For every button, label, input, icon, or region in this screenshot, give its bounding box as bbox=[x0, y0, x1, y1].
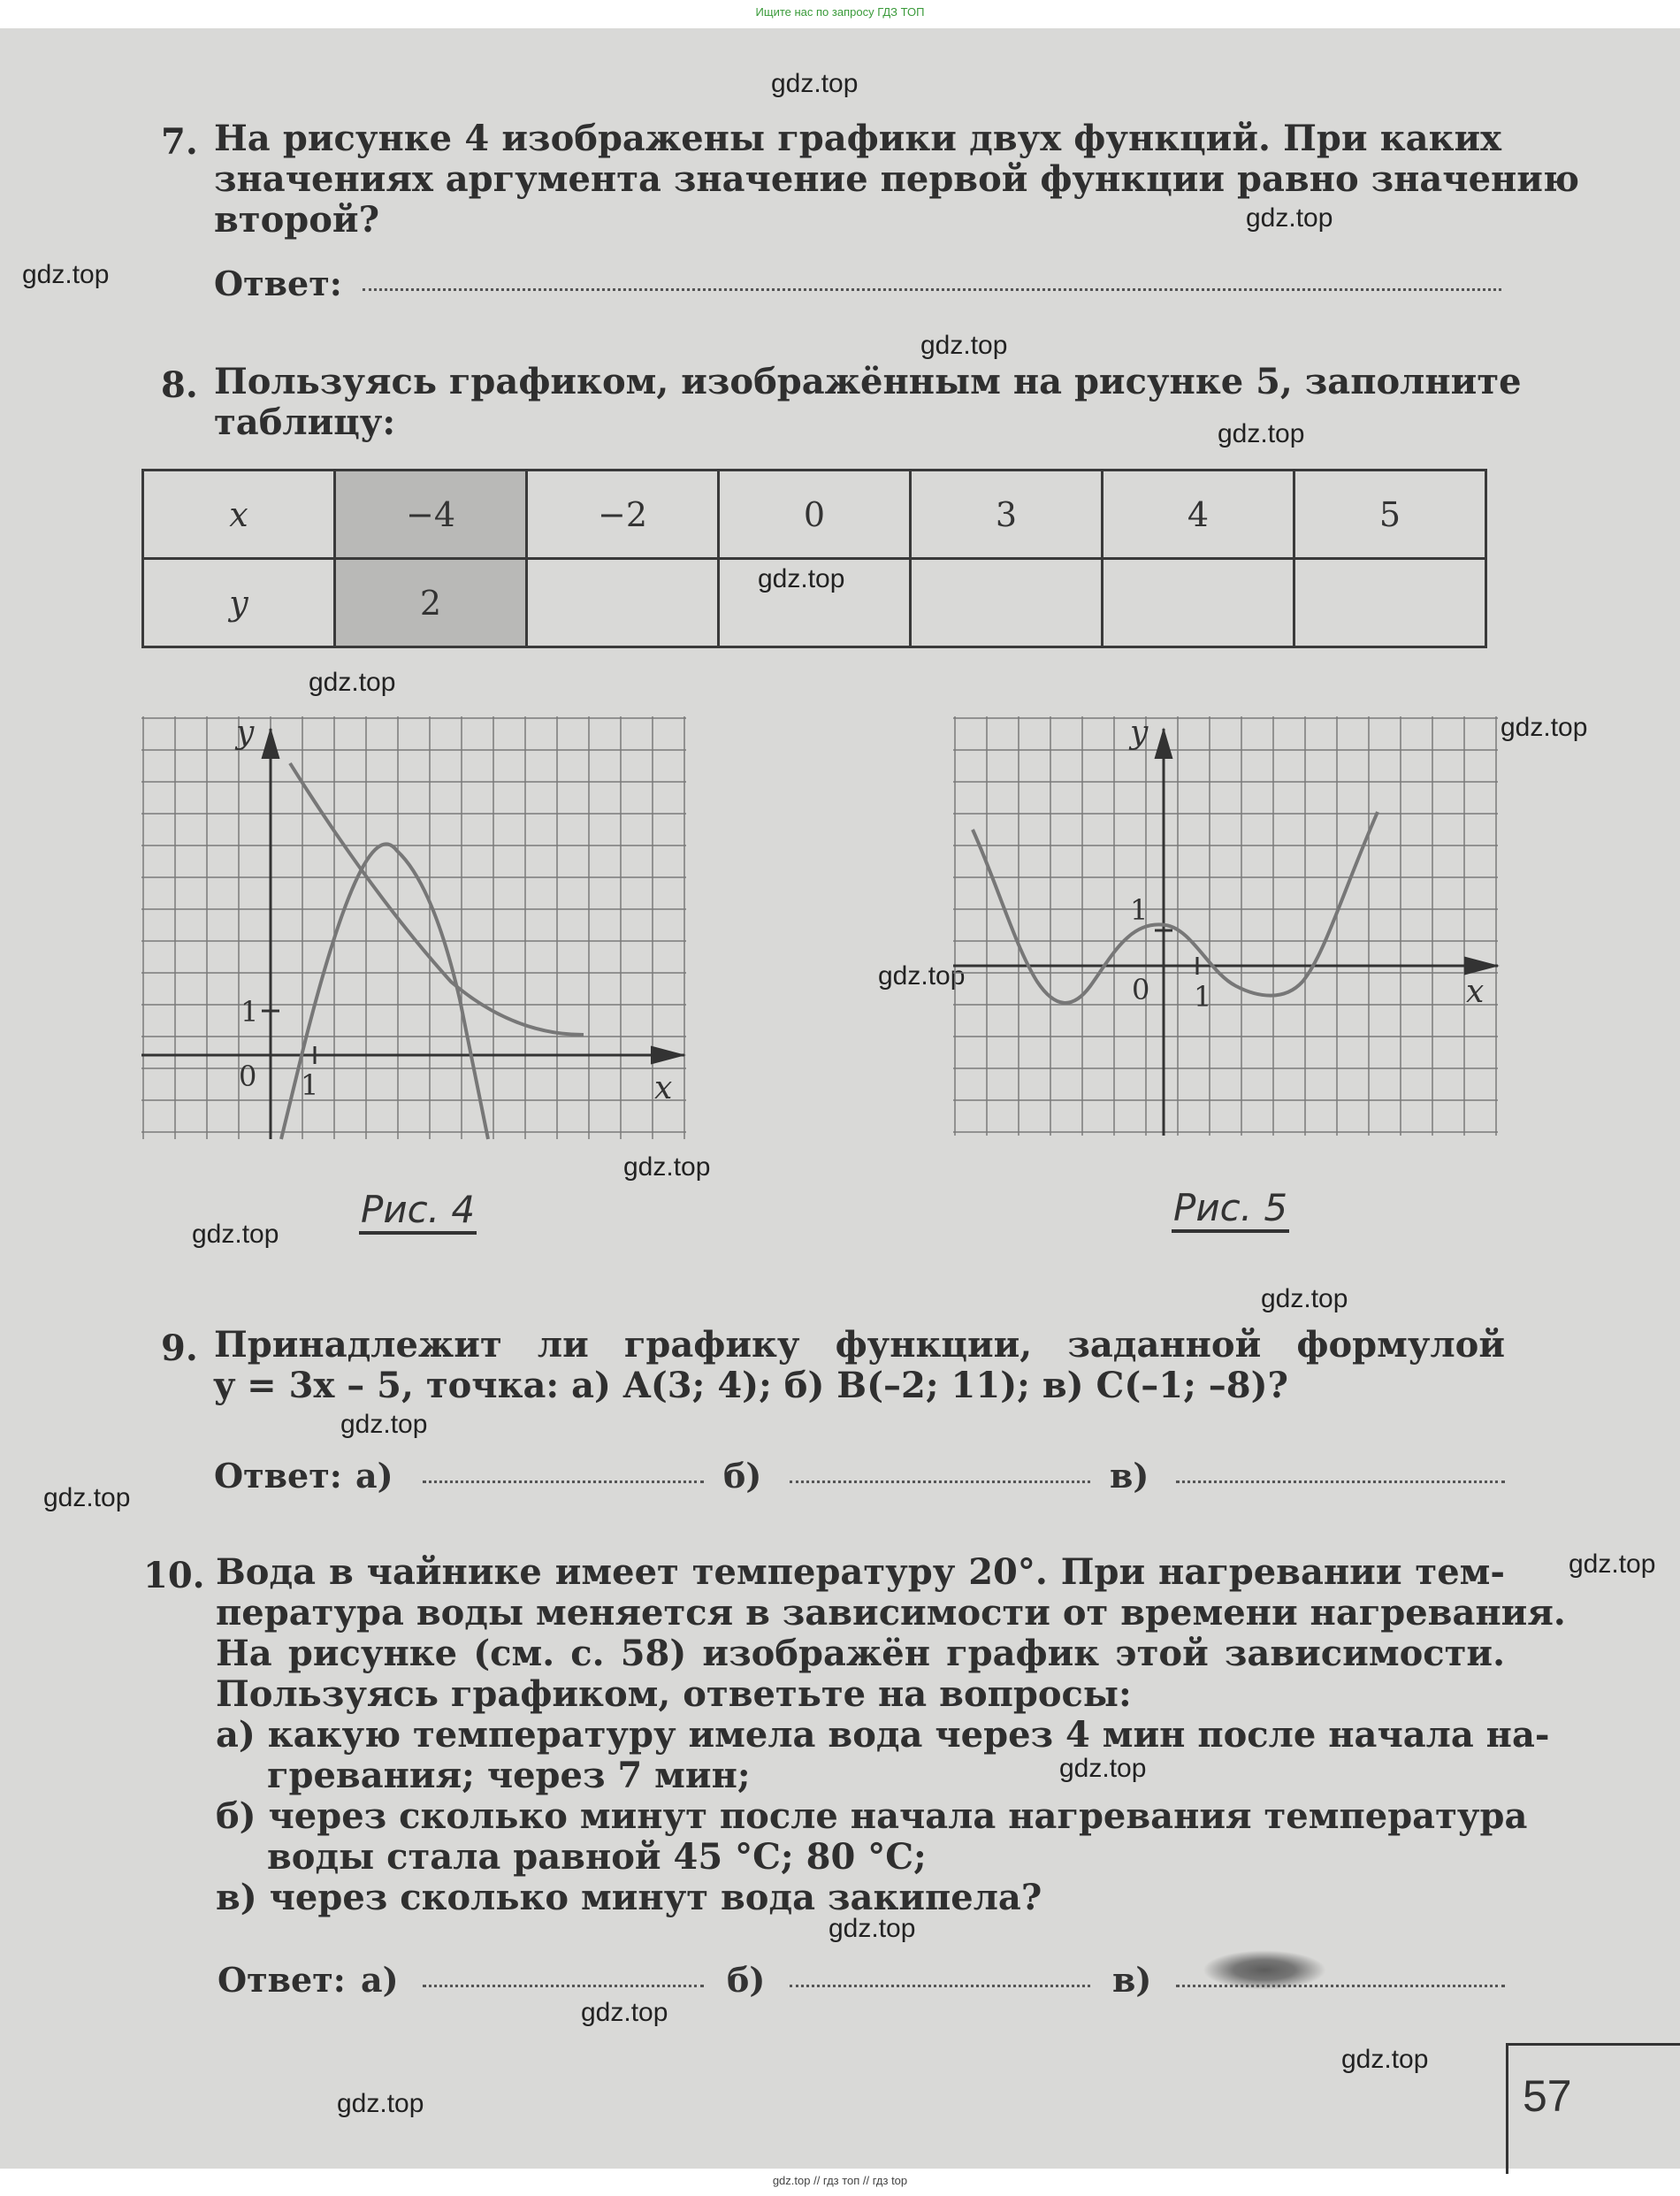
text-line: таблицу: bbox=[214, 402, 396, 443]
table-cell: 3 bbox=[911, 471, 1103, 559]
text-line: второй? bbox=[214, 199, 380, 241]
unit-y-label: 1 bbox=[1130, 893, 1149, 927]
table-cell-input[interactable] bbox=[1294, 559, 1486, 647]
watermark: gdz.top bbox=[1261, 1284, 1348, 1313]
table-cell-input[interactable] bbox=[1103, 559, 1294, 647]
page-number-box bbox=[1506, 2043, 1680, 2174]
watermark: gdz.top bbox=[337, 2089, 424, 2118]
ink-smudge bbox=[1203, 1950, 1326, 1990]
subquestion-b: б) через сколько минут после начала нагревания температура bbox=[216, 1795, 1528, 1837]
answer-part-label: б) bbox=[723, 1456, 762, 1496]
subquestion-c: в) через сколько минут вода закипела? bbox=[216, 1877, 1042, 1918]
text-line: y = 3x – 5, точка: а) A(3; 4); б) B(–2; 11); в) C(–1; –8)? bbox=[214, 1365, 1288, 1406]
table-row-x bbox=[143, 471, 1486, 559]
table-cell: 4 bbox=[1103, 471, 1294, 559]
watermark: gdz.top bbox=[1059, 1754, 1147, 1783]
x-axis-label: x bbox=[1466, 974, 1485, 1010]
y-axis-label: y bbox=[236, 716, 255, 751]
question-10-text bbox=[216, 1551, 1566, 1918]
answer-line-b[interactable] bbox=[790, 1479, 1090, 1483]
watermark: gdz.top bbox=[920, 331, 1008, 360]
subquestion-b-cont: воды стала равной 45 °С; 80 °С; bbox=[267, 1836, 927, 1878]
answer-label: Ответ: bbox=[214, 1456, 342, 1496]
watermark: gdz.top bbox=[771, 69, 859, 98]
question-number: 8. bbox=[161, 364, 198, 406]
answer-line-a[interactable] bbox=[423, 1983, 704, 1987]
table-cell-input[interactable] bbox=[719, 559, 911, 647]
answer-line-b[interactable] bbox=[790, 1983, 1090, 1987]
answer-label: Ответ: bbox=[218, 1960, 346, 2000]
page-number: 57 bbox=[1523, 2071, 1572, 2121]
unit-x-label: 1 bbox=[1194, 980, 1212, 1014]
table-cell: 5 bbox=[1294, 471, 1486, 559]
subquestion-a: а) какую температуру имела вода через 4 мин после начала на- bbox=[216, 1714, 1550, 1756]
subquestion-a-cont: гревания; через 7 мин; bbox=[267, 1755, 751, 1796]
watermark: gdz.top bbox=[1246, 203, 1333, 233]
text-line: На рисунке 4 изображены графики двух функций. При каких bbox=[214, 118, 1501, 159]
table-cell-input[interactable] bbox=[527, 559, 719, 647]
text-line: Принадлежит ли графику функции, заданной формулой bbox=[214, 1324, 1505, 1366]
values-table bbox=[141, 469, 1487, 648]
answer-line-a[interactable] bbox=[423, 1479, 704, 1483]
watermark: gdz.top bbox=[829, 1914, 916, 1943]
watermark: gdz.top bbox=[192, 1220, 279, 1249]
answer-part-label: а) bbox=[355, 1456, 393, 1496]
text-line: пература воды меняется в зависимости от времени нагревания. bbox=[216, 1592, 1566, 1634]
text-line: Пользуясь графиком, ответьте на вопросы: bbox=[216, 1673, 1132, 1715]
question-number: 9. bbox=[161, 1328, 198, 1369]
figure-4-caption: Рис. 4 bbox=[359, 1188, 477, 1235]
question-8-text bbox=[214, 361, 1522, 443]
row-label-y: y bbox=[143, 559, 335, 647]
y-axis-label: y bbox=[1130, 716, 1149, 751]
answer-part-label: б) bbox=[727, 1960, 766, 2000]
watermark: gdz.top bbox=[22, 260, 110, 289]
watermark: gdz.top bbox=[1341, 2045, 1429, 2074]
origin-label: 0 bbox=[1132, 973, 1150, 1006]
bottom-banner[interactable]: gdz.top // гдз топ // гдз top bbox=[772, 2174, 908, 2187]
question-number: 10. bbox=[143, 1555, 205, 1596]
answer-line[interactable] bbox=[363, 287, 1501, 291]
watermark: gdz.top bbox=[623, 1152, 711, 1182]
text-line: значениях аргумента значение первой функции равно значению bbox=[214, 158, 1579, 200]
row-label-x: x bbox=[143, 471, 335, 559]
x-axis-label: x bbox=[654, 1070, 673, 1106]
table-cell: −4 bbox=[335, 471, 527, 559]
text-line: Вода в чайнике имеет температуру 20°. При нагревании тем- bbox=[216, 1551, 1505, 1593]
answer-part-label: в) bbox=[1112, 1960, 1152, 2000]
question-number: 7. bbox=[161, 121, 198, 163]
answer-label: Ответ: bbox=[214, 264, 342, 303]
origin-label: 0 bbox=[239, 1060, 257, 1093]
unit-x-label: 1 bbox=[301, 1068, 319, 1102]
curve-function bbox=[973, 812, 1378, 1003]
watermark: gdz.top bbox=[1501, 713, 1588, 742]
figure-5-caption: Рис. 5 bbox=[1172, 1186, 1289, 1233]
question-7-text bbox=[214, 118, 1579, 241]
unit-y-label: 1 bbox=[241, 995, 259, 1029]
answer-line-c[interactable] bbox=[1176, 1479, 1505, 1483]
figure-4-graph bbox=[141, 716, 690, 1150]
text-line: Пользуясь графиком, изображённым на рисунке 5, заполните bbox=[214, 361, 1522, 402]
table-cell: −2 bbox=[527, 471, 719, 559]
watermark: gdz.top bbox=[878, 961, 966, 991]
question-9-text bbox=[214, 1325, 1505, 1406]
figure-5-graph bbox=[953, 716, 1501, 1141]
watermark: gdz.top bbox=[1218, 419, 1305, 448]
watermark: gdz.top bbox=[309, 668, 396, 697]
table-cell-input[interactable] bbox=[911, 559, 1103, 647]
top-banner[interactable]: Ищите нас по запросу ГДЗ ТОП bbox=[755, 5, 925, 19]
table-row-y bbox=[143, 559, 1486, 647]
table-cell: 0 bbox=[719, 471, 911, 559]
table-cell: 2 bbox=[335, 559, 527, 647]
watermark: gdz.top bbox=[43, 1483, 131, 1512]
answer-part-label: в) bbox=[1110, 1456, 1149, 1496]
watermark: gdz.top bbox=[581, 1998, 668, 2027]
watermark: gdz.top bbox=[340, 1410, 428, 1439]
answer-part-label: а) bbox=[361, 1960, 399, 2000]
watermark: gdz.top bbox=[758, 564, 845, 593]
axes bbox=[141, 729, 684, 1139]
watermark: gdz.top bbox=[1569, 1549, 1656, 1579]
text-line: На рисунке (см. с. 58) изображён график этой зависимости. bbox=[216, 1633, 1505, 1674]
axes bbox=[953, 729, 1498, 1136]
